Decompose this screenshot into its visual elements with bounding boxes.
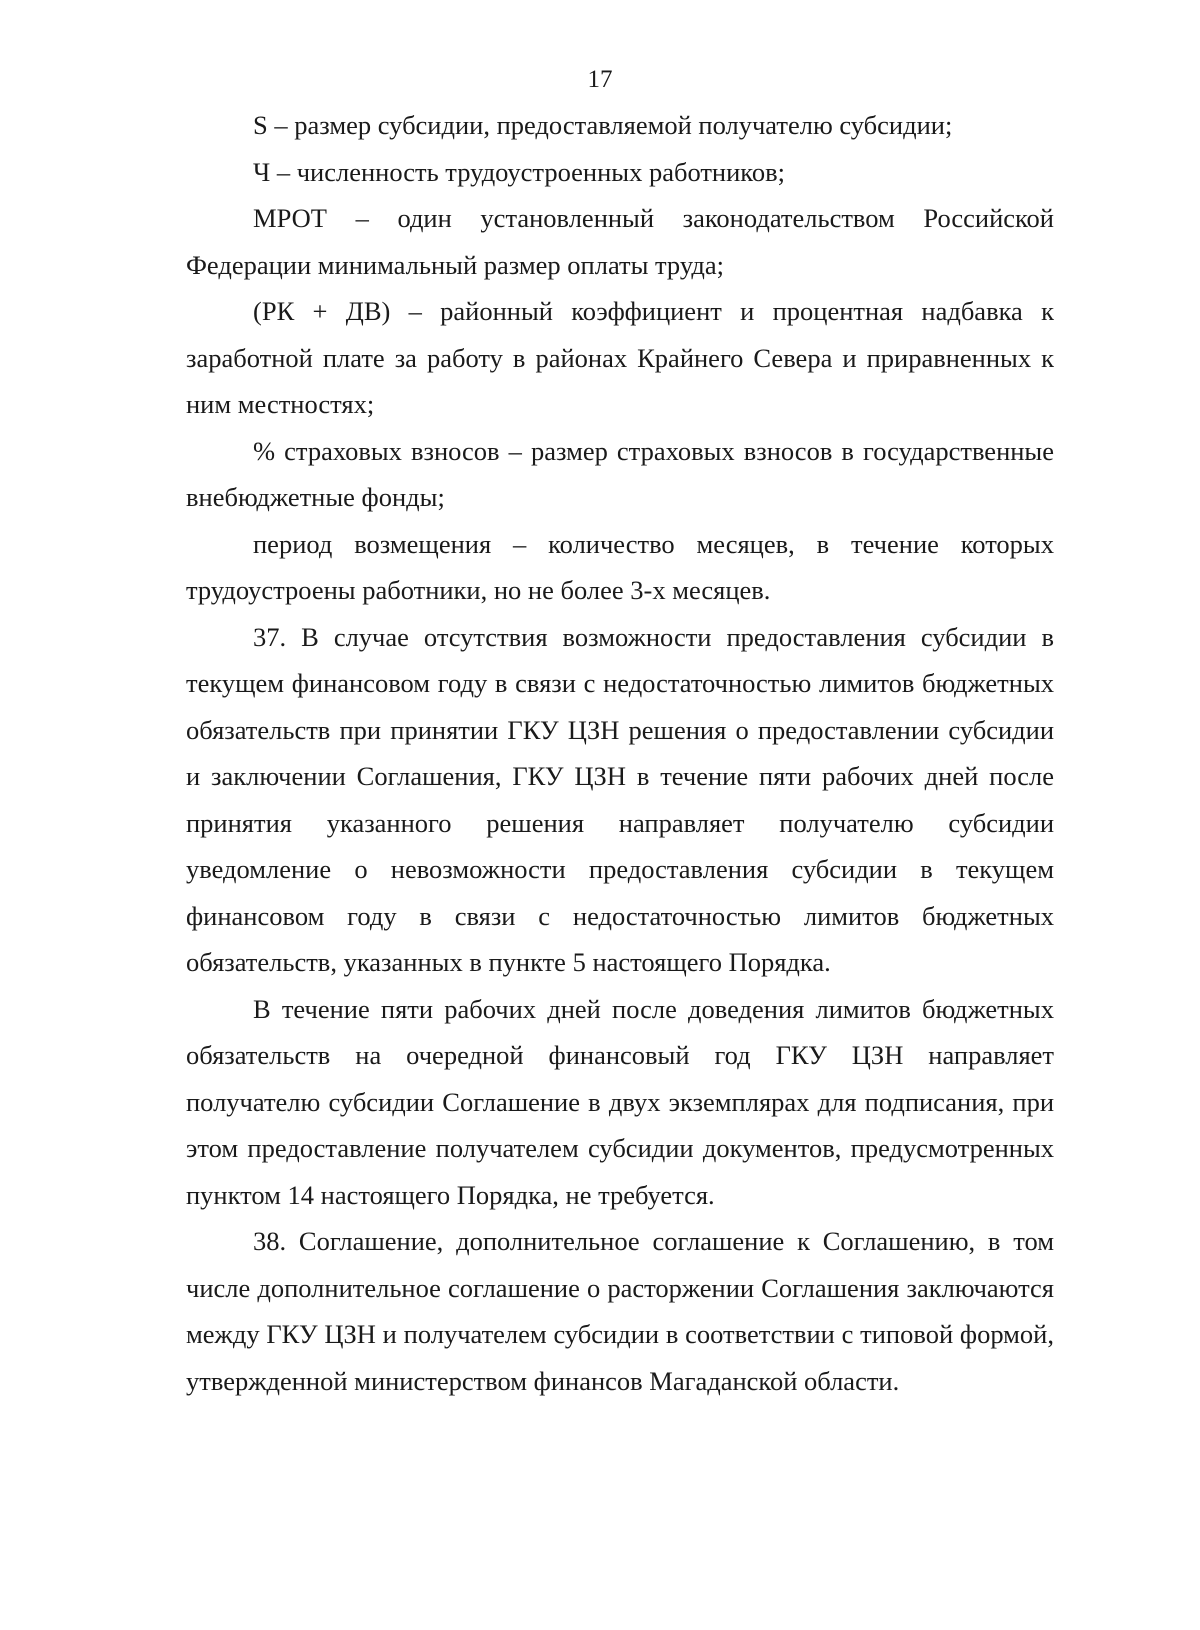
definition-insurance: % страховых взносов – размер страховых взносов в государственные внебюджетные фонды;	[186, 435, 1054, 512]
clause-37: 37. В случае отсутствия возможности предоставления субсидии в текущем финансовом году в связи с недостаточностью лимитов бюджетных обязательств при принятии ГКУ ЦЗН решения о предоставлении субсидии и заключении Соглашения, ГКУ ЦЗН в течение пяти рабочих дней после принятия указанного решения направляет получателю субсидии уведомление о невозможности предоставления субсидии в текущем финансовом году в связи с недостаточностью лимитов бюджетных обязательств, указанных в пункте 5 настоящего Порядка.	[186, 621, 1054, 977]
page-body	[186, 102, 1054, 1404]
definition-rk-dv: (РК + ДВ) – районный коэффициент и процентная надбавка к заработной плате за работу в районах Крайнего Севера и приравненных к ним местностях;	[186, 296, 1054, 419]
clause-37-continuation: В течение пяти рабочих дней после доведения лимитов бюджетных обязательств на очередной финансовый год ГКУ ЦЗН направляет получателю субсидии Соглашение в двух экземплярах для подписания, при этом предоставление получателем субсидии документов, предусмотренных пунктом 14 настоящего Порядка, не требуется.	[186, 993, 1054, 1210]
definition-s: S – размер субсидии, предоставляемой получателю субсидии;	[253, 110, 953, 140]
definition-mrot: МРОТ – один установленный законодательством Российской Федерации минимальный размер оплаты труда;	[186, 203, 1054, 280]
definition-period: период возмещения – количество месяцев, в течение которых трудоустроены работники, но не более 3-х месяцев.	[186, 528, 1054, 605]
clause-38: 38. Соглашение, дополнительное соглашение к Соглашению, в том числе дополнительное соглашение о расторжении Соглашения заключаются между ГКУ ЦЗН и получателем субсидии в соответствии с типовой формой, утвержденной министерством финансов Магаданской области.	[186, 1226, 1054, 1396]
definition-ch: Ч – численность трудоустроенных работников;	[253, 156, 785, 187]
page-number: 17	[587, 66, 613, 93]
